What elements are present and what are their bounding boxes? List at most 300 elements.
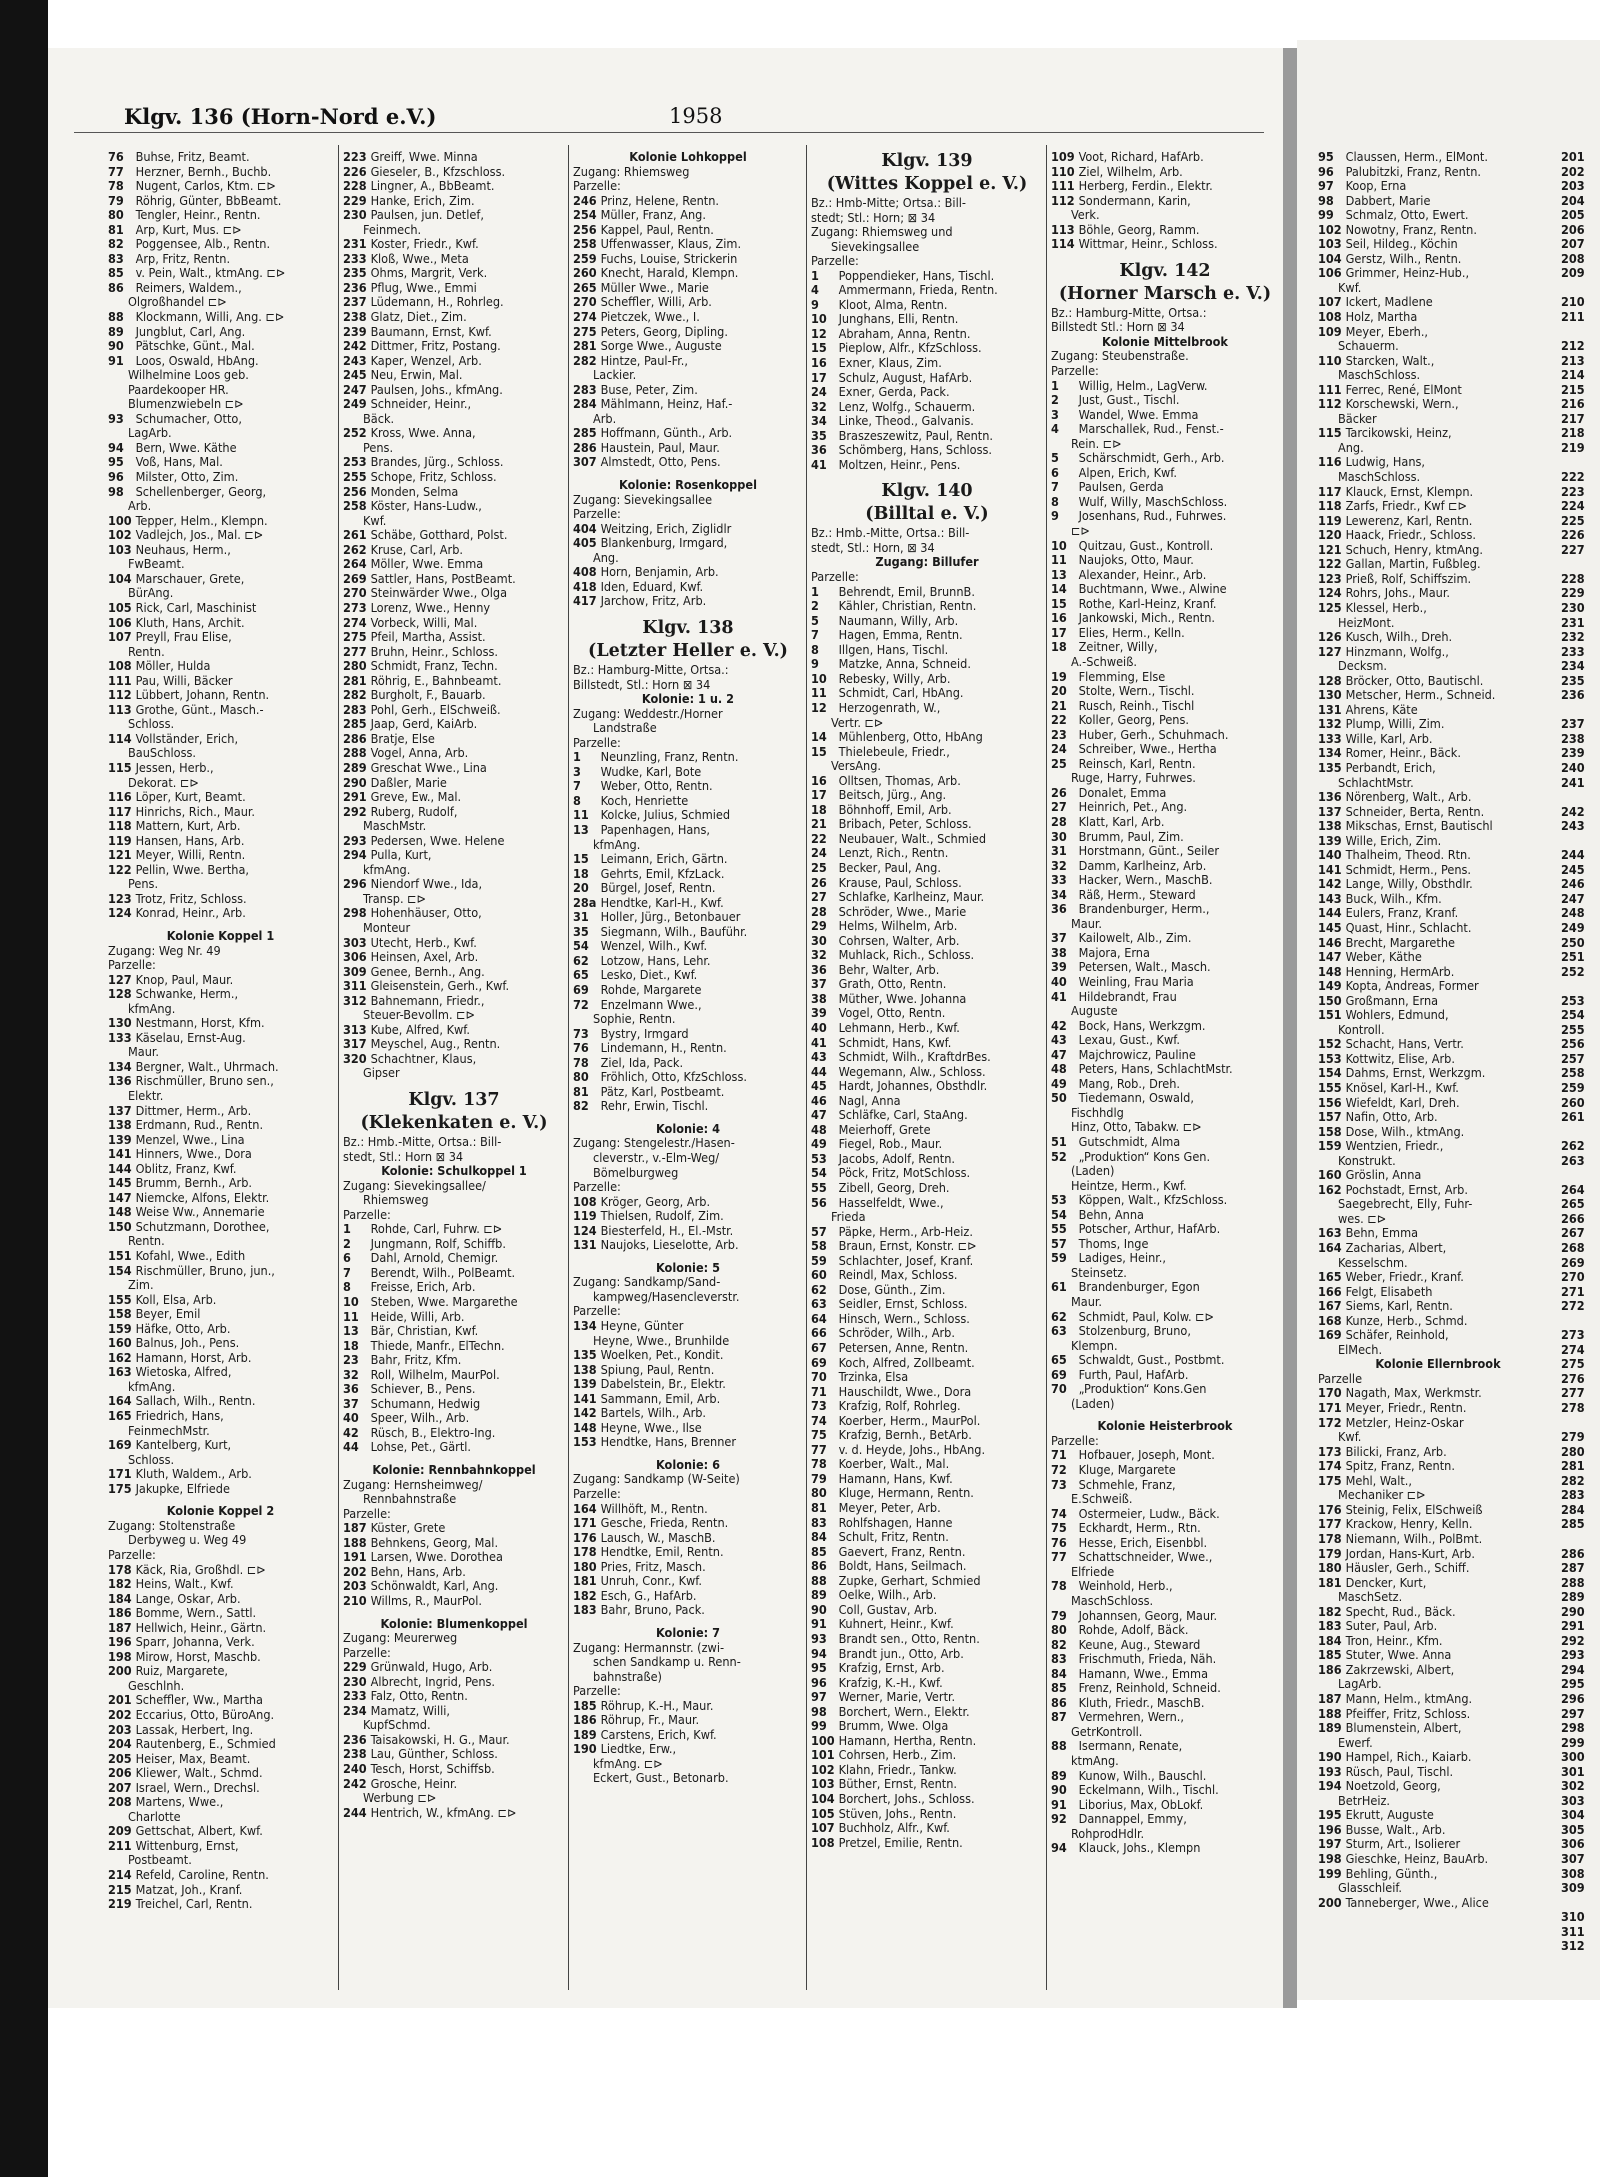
plot-number: 176	[1318, 1502, 1342, 1517]
entry	[1051, 1324, 1279, 1339]
entry	[108, 1664, 333, 1679]
plot-number: 82	[1051, 1637, 1067, 1652]
edge-plot-number: 243	[1561, 819, 1585, 834]
plot-number: 158	[1318, 1124, 1342, 1139]
plot-number: 108	[1318, 310, 1342, 325]
entry	[573, 223, 803, 238]
entry	[343, 150, 565, 165]
entry-text: Dose, Wilh., ktmAng.	[1342, 1124, 1465, 1139]
plot-number: 89	[811, 1588, 827, 1603]
plot-number: 89	[108, 324, 124, 339]
entry-text: Gieschke, Heinz, BauArb.	[1342, 1851, 1489, 1866]
entry-text: Rautenberg, E., Schmied	[132, 1737, 276, 1752]
association-heading: (Wittes Koppel e. V.)	[826, 174, 1028, 194]
entry-text: Beyer, Emil	[132, 1307, 201, 1322]
entry	[343, 1037, 565, 1052]
spacer	[573, 609, 803, 617]
plot-number: 90	[108, 339, 124, 354]
entry	[1051, 1237, 1279, 1252]
plot-number: 5	[811, 613, 819, 628]
entry-text: Behrendt, Emil, BrunnB.	[835, 584, 975, 599]
entry-text: Kaper, Wenzel, Arb.	[367, 353, 482, 368]
entry-text: Grath, Otto, Rentn.	[835, 977, 947, 992]
entry-text: Schattschneider, Wwe.,	[1075, 1550, 1213, 1565]
entry	[811, 1516, 1043, 1531]
entry-text: Wentzien, Friedr.,	[1342, 1139, 1444, 1154]
entry-continuation: Auguste	[1071, 1004, 1118, 1019]
entry	[811, 1414, 1043, 1429]
plot-number: 242	[343, 339, 367, 354]
entry-text: Claussen, Herm., ElMont.	[1342, 150, 1488, 164]
entry-text: Kappel, Paul, Rentn.	[597, 222, 714, 237]
plot-number: 49	[811, 1137, 827, 1152]
plot-number: 182	[1318, 1604, 1342, 1619]
entry	[1318, 397, 1558, 412]
plot-number: 80	[811, 1486, 827, 1501]
plot-number: 236	[343, 1732, 367, 1747]
entry	[343, 1521, 565, 1536]
plot-number: 258	[573, 237, 597, 252]
entry-text: Röhrig, E., Bahnbeamt.	[367, 673, 502, 688]
entry-text: Albrecht, Ingrid, Pens.	[367, 1674, 496, 1689]
entry	[811, 745, 1043, 760]
section-heading: Kolonie Lohkoppel	[629, 150, 747, 164]
association-heading: (Letzter Heller e. V.)	[588, 640, 788, 661]
plot-number: 95	[108, 455, 124, 470]
entry-text: Krackow, Henry, Kelln.	[1342, 1517, 1473, 1532]
plot-number: 76	[573, 1041, 589, 1056]
entry-text: Eckelmann, Wilh., Tischl.	[1075, 1783, 1219, 1798]
entry	[811, 1166, 1043, 1181]
entry-text: Klahn, Friedr., Tankw.	[835, 1762, 957, 1777]
entry	[573, 794, 803, 809]
entry-text: Falz, Otto, Rentn.	[367, 1689, 468, 1704]
entry-text: Moltzen, Heinr., Pens.	[835, 457, 961, 472]
entry	[1318, 1299, 1558, 1314]
entry-continuation: Kwf.	[1338, 280, 1362, 295]
entry	[811, 327, 1043, 342]
entry	[343, 586, 565, 601]
entry	[108, 470, 333, 485]
entry-continuation: MaschSchloss.	[1338, 470, 1421, 485]
entry	[343, 208, 565, 223]
entry-text: Kofahl, Wwe., Edith	[132, 1249, 246, 1264]
edge-plot-number: 277	[1561, 1386, 1585, 1401]
plot-number: 63	[811, 1297, 827, 1312]
edge-plot-number: 270	[1561, 1270, 1585, 1285]
entry-text: Wittmar, Heinr., Schloss.	[1075, 237, 1218, 252]
entry	[811, 774, 1043, 789]
entry-continuation: Pens.	[128, 877, 159, 892]
entry	[1318, 1837, 1558, 1852]
entry	[811, 1719, 1043, 1734]
edge-plot-number: 293	[1561, 1648, 1585, 1663]
entry-text: Krause, Paul, Schloss.	[835, 875, 962, 890]
entry	[108, 1482, 333, 1497]
info-line: Zugang: Stoltenstraße	[108, 1518, 236, 1533]
entry-text: Ostermeier, Ludw., Bäck.	[1075, 1506, 1220, 1521]
plot-number: 26	[1051, 785, 1067, 800]
entry	[573, 852, 803, 867]
entry	[811, 1588, 1043, 1603]
plot-number: 80	[1051, 1623, 1067, 1638]
entry-continuation: Ang.	[593, 550, 619, 565]
entry-continuation: VersAng.	[831, 759, 882, 774]
plot-number: 149	[1318, 979, 1342, 994]
plot-number: 118	[1318, 499, 1342, 514]
entry-text: Rick, Carl, Maschinist	[132, 600, 257, 615]
plot-number: 71	[1051, 1448, 1067, 1463]
entry-text: Trzinka, Elsa	[835, 1370, 909, 1385]
entry-text: Ruberg, Rudolf,	[367, 804, 458, 819]
entry-text: Schulz, August, HafArb.	[835, 370, 973, 385]
entry-text: Röhrig, Günter, BbBeamt.	[132, 193, 282, 208]
entry-text: Schmidt, Carl, HbAng.	[835, 686, 964, 701]
plot-number: 15	[811, 341, 827, 356]
plot-number: 100	[811, 1733, 835, 1748]
plot-number: 134	[573, 1319, 597, 1334]
entry-text: Hauschildt, Wwe., Dora	[835, 1384, 972, 1399]
spacer	[1051, 1411, 1279, 1419]
plot-number: 185	[573, 1698, 597, 1713]
entry-text: Kröger, Georg, Arb.	[597, 1194, 711, 1209]
plot-number: 183	[573, 1603, 597, 1618]
entry-text: Esch, G., HafArb.	[597, 1588, 697, 1603]
entry-text: Päpke, Herm., Arb-Heiz.	[835, 1224, 973, 1239]
entry-continuation: GetrKontroll.	[1071, 1724, 1143, 1739]
plot-number: 198	[1318, 1851, 1342, 1866]
plot-number: 208	[108, 1795, 132, 1810]
edge-plot-number: 214	[1561, 368, 1585, 383]
plot-number: 171	[573, 1516, 597, 1531]
edge-plot-number	[1561, 281, 1600, 296]
entry-text: Lehmann, Herb., Kwf.	[835, 1020, 960, 1035]
entry	[108, 1723, 333, 1738]
entry	[811, 585, 1043, 600]
entry	[1318, 1401, 1558, 1416]
plot-number: 38	[811, 991, 827, 1006]
entry	[108, 441, 333, 456]
entry	[343, 325, 565, 340]
entry	[1318, 1561, 1558, 1576]
edge-plot-number: 217	[1561, 411, 1585, 426]
entry	[573, 594, 803, 609]
entry-text: Illgen, Hans, Tischl.	[835, 642, 949, 657]
plot-number: 45	[811, 1079, 827, 1094]
plot-number: 78	[811, 1457, 827, 1472]
entry-text: Jungmann, Rolf, Schiffb.	[367, 1236, 506, 1251]
entry-text: Hinners, Wwe., Dora	[132, 1147, 252, 1162]
spacer	[573, 1253, 803, 1261]
plot-number: 131	[573, 1238, 597, 1253]
entry-text: Scheffler, Ww., Martha	[132, 1693, 264, 1708]
edge-plot-number: 229	[1561, 586, 1585, 601]
entry-text: Hampel, Rich., Kaiarb.	[1342, 1750, 1472, 1765]
plot-number: 286	[573, 440, 597, 455]
plot-number: 86	[1051, 1695, 1067, 1710]
plot-number: 214	[108, 1867, 132, 1882]
plot-number: 82	[108, 237, 124, 252]
plot-number: 124	[108, 906, 132, 921]
entry	[573, 823, 803, 838]
edge-plot-number	[1561, 834, 1600, 849]
entry	[108, 412, 333, 427]
entry	[343, 281, 565, 296]
plot-number: 13	[1051, 567, 1067, 582]
entry	[108, 223, 333, 238]
entry-text: Koerber, Herm., MaurPol.	[835, 1413, 981, 1428]
plot-number: 124	[573, 1223, 597, 1238]
entry-text: Neunzling, Franz, Rentn.	[597, 750, 739, 765]
entry-text: Bergner, Walt., Uhrmach.	[132, 1059, 279, 1074]
entry-continuation: SchlachtMstr.	[1338, 775, 1414, 790]
spacer	[108, 1496, 333, 1504]
spacer	[811, 472, 1043, 480]
info-line: Zugang: Weddestr./Horner	[573, 706, 723, 721]
entry-text: Tepper, Helm., Klempn.	[132, 513, 268, 528]
plot-number: 121	[1318, 542, 1342, 557]
plot-number: 107	[1318, 295, 1342, 310]
plot-number: 187	[343, 1521, 367, 1536]
plot-number: 258	[343, 499, 367, 514]
plot-number: 102	[811, 1762, 835, 1777]
entry-text: Pöck, Fritz, MotSchloss.	[835, 1166, 971, 1181]
entry	[1051, 179, 1279, 194]
entry	[811, 643, 1043, 658]
entry-text: Israel, Wern., Drechsl.	[132, 1780, 260, 1795]
plot-number: 284	[573, 397, 597, 412]
entry	[1318, 426, 1558, 441]
entry	[811, 846, 1043, 861]
book-gutter	[1283, 48, 1297, 2008]
plot-number: 54	[811, 1166, 827, 1181]
entry	[573, 194, 803, 209]
entry	[1051, 1448, 1279, 1463]
plot-number: 21	[811, 817, 827, 832]
plot-number: 159	[108, 1321, 132, 1336]
entry-text: Schumacher, Otto,	[132, 411, 242, 426]
entry-text: Lenzt, Rich., Rentn.	[835, 846, 949, 861]
entry	[1318, 819, 1558, 834]
entry	[811, 385, 1043, 400]
edge-plot-number: 276	[1561, 1371, 1585, 1386]
spacer	[343, 1081, 565, 1089]
edge-plot-number: 237	[1561, 717, 1585, 732]
entry	[1051, 582, 1279, 597]
section-heading: Kolonie Koppel 1	[166, 928, 275, 943]
info-line: Zugang: Hernsheimweg/	[343, 1477, 483, 1492]
column-rule	[568, 145, 569, 1990]
entry-text: Majora, Erna	[1075, 945, 1150, 960]
entry-text: Baumann, Ernst, Kwf.	[367, 324, 492, 339]
info-line: stedt, Stl.: Horn ⊠ 34	[343, 1149, 464, 1164]
entry-text: Siems, Karl, Rentn.	[1342, 1299, 1453, 1314]
entry	[343, 295, 565, 310]
entry	[1051, 1536, 1279, 1551]
entry-text: Petersen, Anne, Rentn.	[835, 1341, 969, 1356]
entry-text: Willig, Helm., LagVerw.	[1075, 378, 1208, 393]
entry	[108, 987, 333, 1002]
plot-number: 28	[1051, 814, 1067, 829]
entry-text: Buchtmann, Wwe., Alwine	[1075, 582, 1227, 597]
entry-continuation: RohprodHdlr.	[1071, 1826, 1145, 1841]
entry	[1318, 979, 1558, 994]
entry-text: Jessen, Herb.,	[132, 760, 214, 775]
entry	[811, 1530, 1043, 1545]
entry-continuation: Fischhdlg	[1071, 1105, 1124, 1120]
entry-text: Hinsch, Wern., Schloss.	[835, 1311, 970, 1326]
entry-text: Pretzel, Emilie, Rentn.	[835, 1835, 963, 1850]
plot-number: 104	[1318, 251, 1342, 266]
entry-continuation: FeinmechMstr.	[128, 1423, 210, 1438]
section-heading: Kolonie: 6	[655, 1457, 720, 1472]
section-heading: Zugang: Billufer	[875, 555, 979, 570]
edge-plot-number: 224	[1561, 499, 1585, 514]
entry-continuation: Olgroßhandel ⊏⊳	[128, 295, 227, 310]
plot-number: 106	[1318, 266, 1342, 281]
section-heading: Kolonie: 7	[655, 1625, 720, 1640]
entry	[1051, 888, 1279, 903]
entry-text: v. Pein, Walt., ktmAng. ⊏⊳	[132, 266, 286, 281]
entry-continuation: Gipser	[363, 1066, 400, 1081]
association-heading: Klgv. 142	[1119, 260, 1211, 281]
entry	[1318, 485, 1558, 500]
entry-text: Cohrsen, Walter, Arb.	[835, 933, 960, 948]
entry	[108, 1365, 333, 1380]
entry	[108, 572, 333, 587]
entry	[811, 934, 1043, 949]
entry	[573, 1516, 803, 1531]
entry	[573, 750, 803, 765]
plot-number: 16	[811, 356, 827, 371]
plot-number: 408	[573, 565, 597, 580]
plot-number: 90	[1051, 1783, 1067, 1798]
entry-text: Buse, Peter, Zim.	[597, 382, 698, 397]
entry-text: Nörenberg, Walt., Arb.	[1342, 790, 1472, 805]
plot-number: 39	[1051, 960, 1067, 975]
plot-number: 201	[108, 1693, 132, 1708]
entry	[573, 1392, 803, 1407]
entry-text: Ferrec, René, ElMont	[1342, 382, 1462, 397]
entry	[343, 1579, 565, 1594]
plot-number: 277	[343, 644, 367, 659]
plot-number: 11	[811, 686, 827, 701]
plot-number: 112	[108, 688, 132, 703]
entry-text: Zeitner, Willy,	[1075, 640, 1158, 655]
entry	[811, 686, 1043, 701]
entry	[811, 1472, 1043, 1487]
entry-text: Hesse, Erich, Eisenbbl.	[1075, 1535, 1208, 1550]
entry	[108, 834, 333, 849]
plot-number: 77	[1051, 1550, 1067, 1565]
entry-text: Behr, Walter, Arb.	[835, 962, 940, 977]
entry	[573, 397, 803, 412]
plot-number: 57	[811, 1224, 827, 1239]
entry-text: Neubauer, Walt., Schmied	[835, 831, 987, 846]
plot-number: 195	[1318, 1808, 1342, 1823]
plot-number: 211	[108, 1838, 132, 1853]
entry	[1318, 150, 1558, 165]
plot-number: 37	[811, 977, 827, 992]
entry	[573, 1545, 803, 1560]
plot-number: 119	[108, 833, 132, 848]
entry-text: Kunow, Wilh., Bauschl.	[1075, 1768, 1207, 1783]
entry-text: Pätschke, Günt., Mal.	[132, 339, 255, 354]
entry	[1051, 902, 1279, 917]
edge-plot-number: 304	[1561, 1808, 1585, 1823]
entry-text: Trotz, Fritz, Schloss.	[132, 891, 247, 906]
entry-text: Lorenz, Wwe., Henny	[367, 600, 491, 615]
plot-number: 131	[1318, 702, 1342, 717]
entry	[1318, 892, 1558, 907]
entry-text: Lindemann, H., Rentn.	[597, 1041, 727, 1056]
entry-text: Bär, Christian, Kwf.	[367, 1324, 479, 1339]
edge-plot-number: 266	[1561, 1211, 1585, 1226]
entry	[343, 645, 565, 660]
entry	[343, 834, 565, 849]
plot-number: 9	[811, 657, 819, 672]
entry-text: Knösel, Karl-H., Kwf.	[1342, 1081, 1459, 1095]
entry	[811, 1239, 1043, 1254]
edge-plot-number: 203	[1561, 179, 1585, 194]
entry	[1051, 1478, 1279, 1493]
plot-number: 137	[108, 1103, 132, 1118]
entry-text: Gröslin, Anna	[1342, 1168, 1422, 1183]
entry-text: Stolzenburg, Bruno,	[1075, 1324, 1191, 1339]
plot-number: 281	[343, 673, 367, 688]
entry-text: Hacker, Wern., MaschB.	[1075, 873, 1213, 888]
entry-text: Glatz, Diet., Zim.	[367, 310, 467, 325]
entry	[573, 1589, 803, 1604]
edge-plot-number	[1561, 1125, 1600, 1140]
entry	[343, 950, 565, 965]
entry-text: Rüsch, Paul, Tischl.	[1342, 1764, 1454, 1779]
plot-number: 35	[811, 428, 827, 443]
edge-plot-number: 257	[1561, 1051, 1585, 1066]
plot-number: 10	[343, 1295, 359, 1310]
plot-number: 145	[1318, 920, 1342, 935]
plot-number: 230	[343, 1674, 367, 1689]
entry-continuation: Ruge, Harry, Fuhrwes.	[1071, 771, 1196, 786]
edge-plot-number: 278	[1561, 1401, 1585, 1416]
entry	[1051, 1353, 1279, 1368]
spacer	[573, 1114, 803, 1122]
plot-number: 9	[811, 297, 819, 312]
plot-number: 164	[573, 1501, 597, 1516]
entry	[811, 1501, 1043, 1516]
entry-text: Junghans, Elli, Rentn.	[835, 312, 959, 327]
entry-text: Rehr, Erwin, Tischl.	[597, 1099, 709, 1114]
entry-text: Haustein, Paul, Maur.	[597, 440, 720, 455]
entry	[1318, 572, 1558, 587]
plot-number: 150	[1318, 993, 1342, 1008]
plot-number: 22	[811, 831, 827, 846]
entry	[108, 1635, 333, 1650]
entry	[1051, 1048, 1279, 1063]
entry	[811, 1021, 1043, 1036]
entry-text: Krafzig, K.-H., Kwf.	[835, 1675, 943, 1690]
entry-continuation: wes. ⊏⊳	[1338, 1211, 1387, 1226]
entry	[108, 310, 333, 325]
entry	[811, 312, 1043, 327]
entry	[1318, 237, 1558, 252]
entry	[1318, 863, 1558, 878]
entry-text: Schumann, Hedwig	[367, 1396, 481, 1411]
plot-number: 138	[108, 1118, 132, 1133]
plot-number: 103	[1318, 237, 1342, 252]
plot-number: 285	[343, 717, 367, 732]
entry-text: Rohrs, Johs., Maur.	[1342, 586, 1450, 601]
